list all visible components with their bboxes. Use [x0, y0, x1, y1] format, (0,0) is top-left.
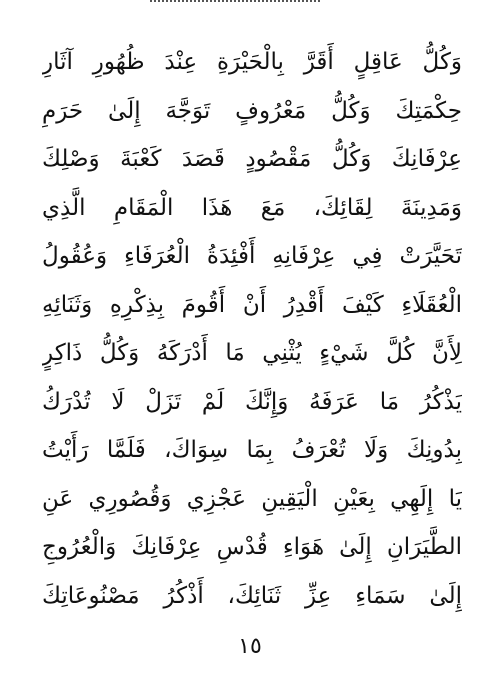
text-line: الطَّيَرَانِ إِلَىٰ هَوَاءِ قُدْسِ عِرْفَانِكَ وَالْعُرُوجِ	[42, 534, 462, 560]
text-line: عِرْفَانِكَ وَكُلُّ مَقْصُودٍ قَصَدَ كَعْبَةَ وَصْلِكَ	[42, 146, 462, 172]
text-line: وَكُلُّ عَاقِلٍ أَقَرَّ بِالْحَيْرَةِ عِنْدَ ظُهُورِ آثَارِ	[42, 49, 462, 75]
text-line: تَحَيَّرَتْ فِي عِرْفَانِهِ أَفْئِدَةُ الْعُرَفَاءِ وَعُقُولُ	[42, 243, 462, 269]
page-number: ١٥	[238, 634, 262, 659]
text-line: إِلَىٰ سَمَاءِ عِزِّ ثَنَائِكَ، أَذْكُرُ مَصْنُوعَاتِكَ	[42, 582, 462, 609]
text-line: الْعُقَلَاءِ كَيْفَ أَقْدِرُ أَنْ أَقُومَ بِذِكْرِهِ وَثَنَائِهِ	[42, 291, 462, 318]
text-line: وَمَدِينَةَ لِقَائِكَ، مَعَ هَذَا الْمَقَامِ الَّذِي	[42, 194, 462, 221]
text-line: يَذْكُرُ مَا عَرَفَهُ وَإِنَّكَ لَمْ تَزَلْ لَا تُدْرَكُ	[42, 388, 462, 415]
text-line: لِأَنَّ كُلَّ شَيْءٍ يُثْنِي مَا أَدْرَكَهُ وَكُلُّ ذَاكِرٍ	[42, 340, 462, 366]
top-decorative-rule	[150, 0, 320, 5]
text-line: بِدُونِكَ وَلَا تُعْرَفُ بِمَا سِوَاكَ، فَلَمَّا رَأَيْتُ	[42, 437, 462, 463]
page-body-text	[42, 38, 462, 620]
text-line: حِكْمَتِكَ وَكُلُّ مَعْرُوفٍ تَوَجَّهَ إِلَىٰ حَرَمِ	[42, 97, 462, 124]
text-line: يَا إِلَهِي بِعَيْنِ الْيَقِينِ عَجْزِي وَقُصُورِي عَنِ	[42, 485, 462, 512]
